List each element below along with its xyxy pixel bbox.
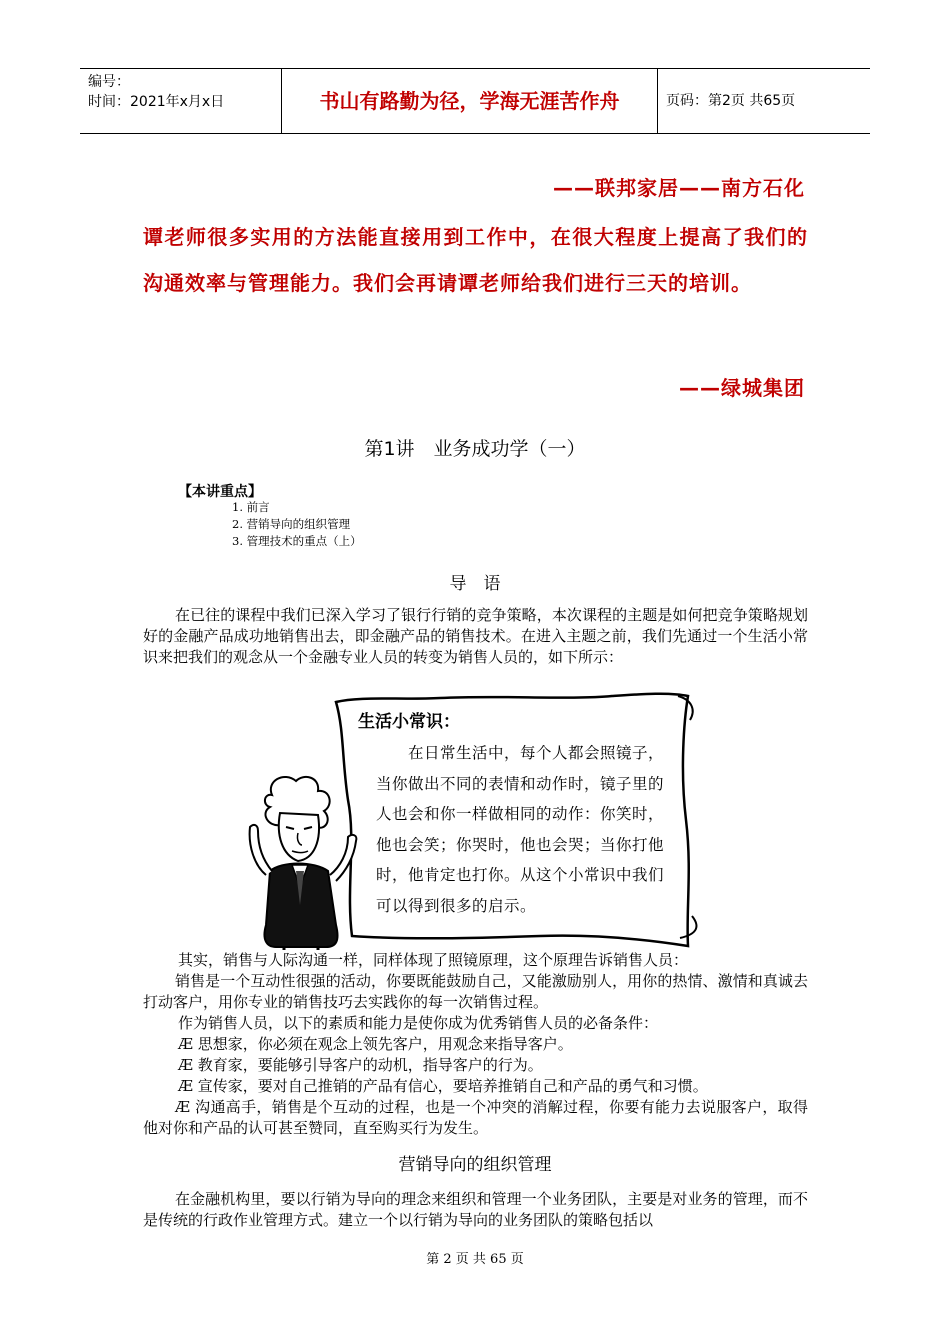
page-footer: 第 2 页 共 65 页 bbox=[426, 1252, 524, 1267]
lecture-title: 第1讲 业务成功学（一） bbox=[364, 438, 586, 460]
testimonial-signature-2: ——绿城集团 bbox=[679, 376, 805, 400]
section-paragraph-org-management: 在金融机构里，要以行销为导向的理念来组织和管理一个业务团队，主要是对业务的管理，而不是传统的行政作业管理方式。建立一个以行销为导向的业务团队的策略包括以 bbox=[143, 1190, 808, 1229]
qualification-item: Æ 思想家，你必须在观念上领先客户，用观念来指导客户。 bbox=[178, 1035, 573, 1053]
qualification-item: Æ 教育家，要能够引导客户的动机，指导客户的行为。 bbox=[178, 1056, 543, 1074]
header-motto: 书山有路勤为径，学海无涯苦作舟 bbox=[282, 69, 658, 133]
life-tip-title: 生活小常识： bbox=[358, 712, 460, 732]
key-point-item: 1. 前言 bbox=[232, 500, 270, 514]
life-tip-body: 在日常生活中，每个人都会照镜子，当你做出不同的表情和动作时，镜子里的人也会和你一样做相同的动作：你笑时，他也会笑；你哭时，他也会哭；当你打他时，他肯定也打你。从这个小常识中我们可以得到很多的启示。 bbox=[376, 744, 665, 915]
testimonial-signature-1: ——联邦家居——南方石化 bbox=[553, 176, 805, 200]
intro-paragraph: 在已往的课程中我们已深入学习了银行行销的竞争策略，本次课程的主题是如何把竞争策略规划好的金融产品成功地销售出去，即金融产品的销售技术。在进入主题之前，我们先通过一个生活小常识来把我们的观念从一个金融专业人员的转变为销售人员的，如下所示： bbox=[143, 606, 808, 666]
key-point-item: 2. 营销导向的组织管理 bbox=[232, 517, 351, 531]
header-info-cell bbox=[80, 69, 282, 133]
body-paragraph-1: 其实，销售与人际沟通一样，同样体现了照镜原理，这个原理告诉销售人员： bbox=[178, 951, 689, 969]
section-heading-org-management: 营销导向的组织管理 bbox=[398, 1155, 552, 1175]
page-header bbox=[80, 68, 870, 134]
time-label: 时间：2021年x月x日 bbox=[88, 94, 225, 110]
qualification-item: Æ 宣传家，要对自己推销的产品有信心，要培养推销自己和产品的勇气和习惯。 bbox=[178, 1077, 708, 1095]
serial-label: 编号： bbox=[88, 74, 130, 90]
body-paragraph-2: 销售是一个互动性很强的活动，你要既能鼓励自己，又能激励别人，用你的热情、激情和真诚去打动客户，用你专业的销售技巧去实践你的每一次销售过程。 bbox=[143, 972, 808, 1011]
key-points-heading: 【本讲重点】 bbox=[178, 484, 262, 500]
qualification-item: Æ 沟通高手，销售是个互动的过程，也是一个冲突的消解过程，你要有能力去说服客户，取得他对你和产品的认可甚至赞同，直至购买行为发生。 bbox=[143, 1098, 808, 1137]
intro-heading: 导 语 bbox=[449, 574, 501, 594]
cartoon-man-icon bbox=[250, 777, 357, 950]
body-paragraph-3: 作为销售人员，以下的素质和能力是使你成为优秀销售人员的必备条件： bbox=[178, 1014, 659, 1032]
header-page-info: 页码：第2页 共65页 bbox=[666, 93, 796, 109]
key-point-item: 3. 管理技术的重点（上） bbox=[232, 534, 362, 548]
key-points-list bbox=[232, 499, 362, 550]
testimonial-quote: 谭老师很多实用的方法能直接用到工作中，在很大程度上提高了我们的沟通效率与管理能力。我们会再请谭老师给我们进行三天的培训。 bbox=[143, 225, 808, 295]
